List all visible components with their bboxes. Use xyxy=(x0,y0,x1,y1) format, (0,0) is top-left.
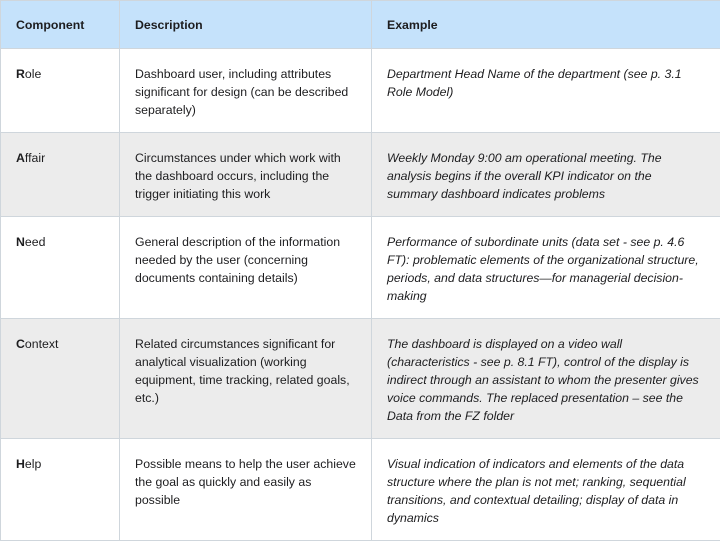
component-initial: H xyxy=(16,457,25,471)
header-component: Component xyxy=(1,1,120,49)
example-cell: The dashboard is displayed on a video wall (characteristics - see p. 8.1 FT), control of the display is indirect through an assistant to whom the presenter gives voice commands. The replaced presentation – see the Data from the FZ folder xyxy=(372,319,720,439)
table-row xyxy=(1,49,720,133)
description-cell: Dashboard user, including attributes significant for design (can be described separately) xyxy=(120,49,372,133)
header-row xyxy=(1,1,720,49)
description-cell: Possible means to help the user achieve the goal as quickly and easily as possible xyxy=(120,439,372,541)
component-rest: ontext xyxy=(25,337,59,351)
table-row xyxy=(1,133,720,217)
component-rest: ffair xyxy=(25,151,45,165)
component-cell xyxy=(1,439,120,541)
component-rest: elp xyxy=(25,457,41,471)
description-cell: Circumstances under which work with the dashboard occurs, including the trigger initiating this work xyxy=(120,133,372,217)
component-cell xyxy=(1,319,120,439)
component-initial: A xyxy=(16,151,25,165)
header-description: Description xyxy=(120,1,372,49)
table-row xyxy=(1,319,720,439)
component-rest: ole xyxy=(25,67,41,81)
component-cell xyxy=(1,49,120,133)
example-cell: Weekly Monday 9:00 am operational meeting. The analysis begins if the overall KPI indicator on the summary dashboard indicates problems xyxy=(372,133,720,217)
component-initial: C xyxy=(16,337,25,351)
example-cell: Performance of subordinate units (data set - see p. 4.6 FT): problematic elements of the organizational structure, periods, and data structures—for managerial decision-making xyxy=(372,217,720,319)
component-cell xyxy=(1,217,120,319)
example-cell: Visual indication of indicators and elements of the data structure where the plan is not met; ranking, sequential transitions, and contextual detailing; display of data in dynamics xyxy=(372,439,720,541)
header-example: Example xyxy=(372,1,720,49)
component-rest: eed xyxy=(25,235,46,249)
example-cell: Department Head Name of the department (see p. 3.1 Role Model) xyxy=(372,49,720,133)
table-row xyxy=(1,439,720,541)
component-cell xyxy=(1,133,120,217)
table-row xyxy=(1,217,720,319)
component-initial: R xyxy=(16,67,25,81)
description-cell: General description of the information needed by the user (concerning documents containing details) xyxy=(120,217,372,319)
component-initial: N xyxy=(16,235,25,249)
description-cell: Related circumstances significant for analytical visualization (working equipment, time tracking, related goals, etc.) xyxy=(120,319,372,439)
